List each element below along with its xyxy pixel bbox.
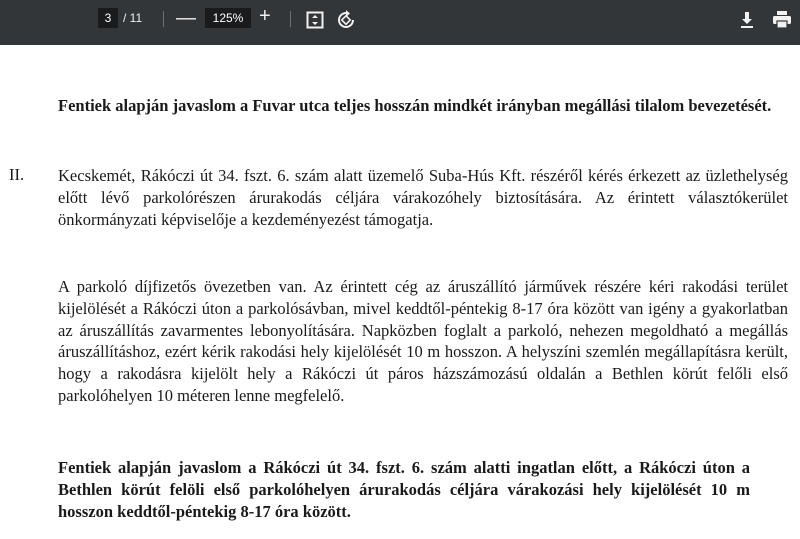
paragraph-details: A parkoló díjfizetős övezetben van. Az érintett cég az áruszállító járművek részére kéri rakodási terület kijelölését a Rákóczi úton a parkolósávban, mivel keddtől-péntekig 8-17 óra között van igény a gyakorlatban az áruszállítás zavarmentes lebonyolítására. Napközben foglalt a parkoló, nehezen megoldható a megállás áruszállításhoz, ezért kérik rakodási hely kijelölését 10 m hosszon. A helyszíni szemlén megállapításra került, hogy a rakodásra kijelölt hely a Rákóczi út páros házszámozású oldalán a Bethlen körút felőli első parkolóhelyen 10 méteren lenne megfelelő. — [58, 277, 788, 405]
paragraph-conclusion-1: Fentiek alapján javaslom a Fuvar utca teljes hosszán mindkét irányban megállási tilalom bevezetését. — [58, 96, 772, 115]
toolbar-divider — [163, 11, 164, 27]
plus-icon[interactable]: + — [259, 5, 271, 27]
print-icon[interactable] — [772, 11, 792, 29]
pdf-toolbar — [0, 0, 800, 45]
fit-page-icon[interactable] — [306, 11, 324, 29]
page-total: / 11 — [123, 11, 143, 25]
zoom-level-input[interactable]: 125% — [205, 8, 251, 28]
document-page — [0, 45, 800, 539]
paragraph-request: Kecskemét, Rákóczi út 34. fszt. 6. szám alatt üzemelő Suba-Hús Kft. részéről kérés érkezett az üzlethelység előtt lévő parkolórészen árurakodás céljára várakozóhely biztosítására. Az érintett választókerület önkormányzati képviselője a kezdeményezést támogatja. — [58, 166, 788, 229]
paragraph-conclusion-2: Fentiek alapján javaslom a Rákóczi út 34. fszt. 6. szám alatti ingatlan előtt, a Rákóczi úton a Bethlen körút felöli első parkolóhelyen árurakodás céljára várakozási hely kijelölését 10 m hosszon keddtől-péntekig 8-17 óra között. — [58, 458, 750, 521]
download-icon[interactable] — [739, 11, 755, 29]
toolbar-divider — [290, 11, 291, 27]
section-number: II. — [9, 165, 25, 184]
page-number-input[interactable]: 3 — [98, 8, 118, 28]
minus-icon[interactable]: — — [176, 7, 196, 29]
rotate-icon[interactable] — [336, 10, 356, 30]
